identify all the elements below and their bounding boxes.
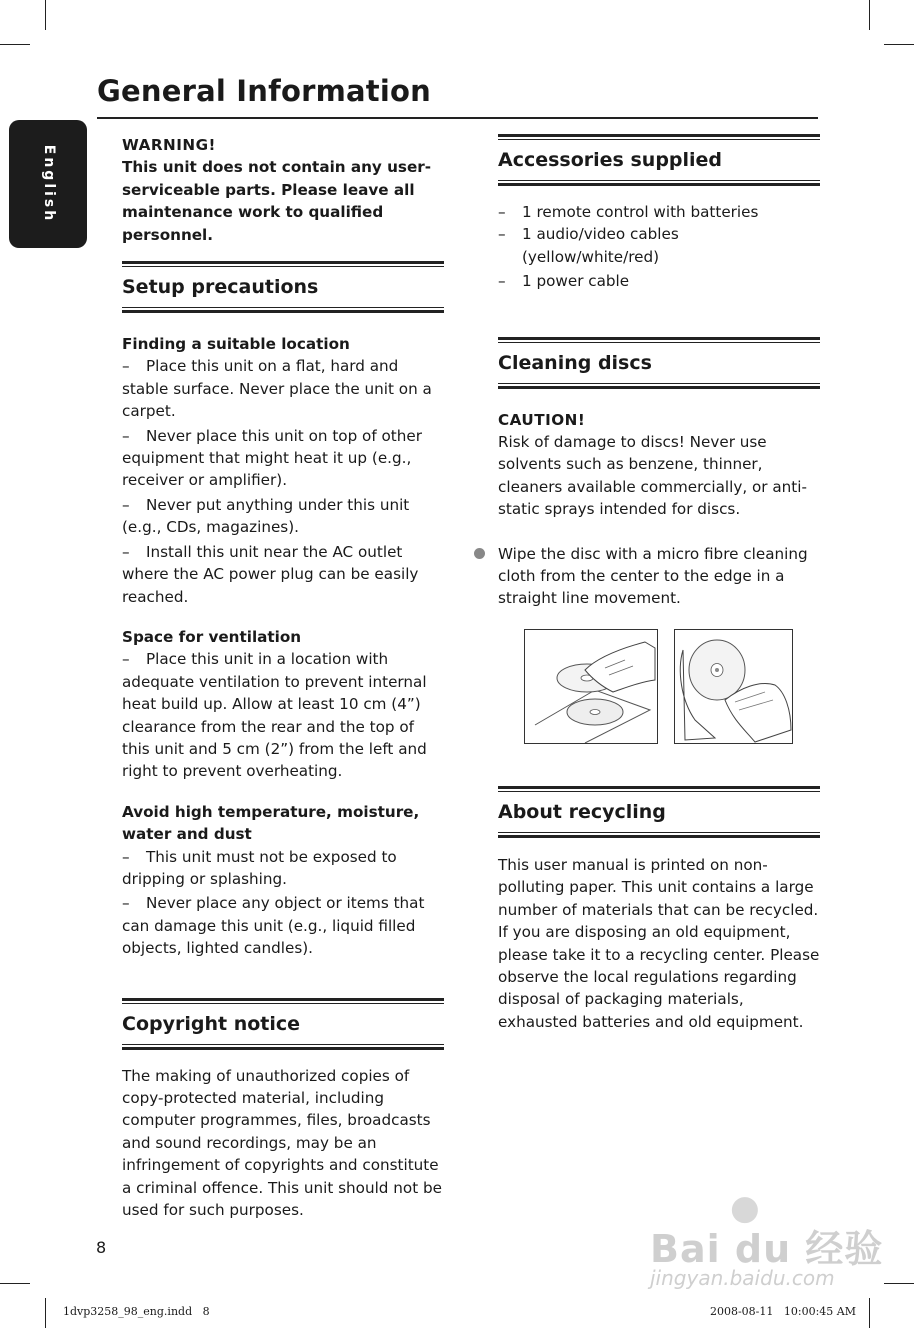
recycling-section-header [498, 786, 820, 838]
language-tab [9, 120, 87, 248]
crop-mark [869, 1298, 870, 1328]
temperature-block [122, 801, 444, 960]
location-item: – Never place this unit on top of other equipment that might heat it up (e.g., receiver or amplifier). [122, 426, 422, 490]
disc-hand-illustration [674, 629, 793, 744]
warning-heading: WARNING! [122, 136, 216, 154]
section-rule [498, 180, 820, 186]
section-rule [122, 1044, 444, 1050]
location-item: – Place this unit on a flat, hard and stable surface. Never place the unit on a carpet. [122, 357, 432, 421]
caution-heading: CAUTION! [498, 410, 586, 429]
watermark-brand: ● Bai du 经验 [650, 1188, 884, 1271]
section-rule [498, 832, 820, 838]
location-item: – Install this unit near the AC outlet where the AC power plug can be easily reached. [122, 542, 419, 606]
accessory-item: – 1 remote control with batteries [498, 203, 759, 221]
temperature-item: – This unit must not be exposed to dripping or splashing. [122, 847, 397, 888]
crop-mark [0, 44, 30, 45]
warning-block [122, 134, 444, 246]
setup-section-header [122, 261, 444, 313]
caution-text: Risk of damage to discs! Never use solvents such as benzene, thinner, cleaners available commercially, or anti-static sprays intended for discs. [498, 433, 807, 519]
disc-wipe-illustration [524, 629, 658, 744]
ventilation-block [122, 626, 444, 783]
cleaning-bullet [498, 543, 820, 610]
accessories-section-header [498, 134, 820, 186]
language-tab-label: English [41, 144, 57, 224]
bullet-dot-icon [474, 548, 485, 559]
caution-block [498, 409, 820, 521]
footer-file-info: 1dvp3258_98_eng.indd 8 [63, 1305, 210, 1318]
location-block [122, 333, 444, 608]
disc-wipe-icon [525, 630, 657, 743]
copyright-section-header [122, 998, 444, 1050]
crop-mark [45, 0, 46, 30]
page-number: 8 [96, 1238, 107, 1257]
left-column [122, 134, 444, 1221]
ventilation-item: – Place this unit in a location with adequate ventilation to prevent internal heat build up. Allow at least 10 cm (4”) clearance from the rear and the top of this unit and 5 cm (2”) from the left and right to prevent overheating. [122, 650, 427, 781]
recycling-text: This user manual is printed on non-polluting paper. This unit contains a large number of materials that can be recycled. If you are disposing an old equipment, please take it to a recycling center. Please observe the local regulations regarding disposal of packaging materials, exhausted batteries and old equipment. [498, 856, 820, 1031]
cleaning-section-header [498, 337, 820, 389]
section-rule [498, 383, 820, 389]
setup-section-title: Setup precautions [122, 276, 319, 299]
watermark-url: jingyan.baidu.com [650, 1266, 835, 1290]
right-column [498, 134, 820, 610]
accessory-item: – 1 power cable [498, 272, 630, 291]
copyright-text: The making of unauthorized copies of copy-protected material, including computer programmes, files, broadcasts and sound recordings, may be an infringement of copyrights and constitute a criminal offence. This unit should not be used for such purposes. [122, 1066, 442, 1220]
location-heading: Finding a suitable location [122, 335, 350, 354]
disc-hand-icon [675, 630, 792, 743]
cleaning-section-title: Cleaning discs [498, 351, 652, 374]
cleaning-bullet-text: Wipe the disc with a micro fibre cleaning cloth from the center to the edge in a straight line movement. [498, 544, 808, 608]
crop-mark [0, 1283, 30, 1284]
location-item: – Never put anything under this unit (e.g., CDs, magazines). [122, 495, 410, 537]
crop-mark [869, 0, 870, 30]
temperature-item: – Never place any object or items that can damage this unit (e.g., liquid filled objects, lighted candles). [122, 894, 425, 958]
accessories-list [498, 201, 820, 293]
ventilation-heading: Space for ventilation [122, 627, 302, 646]
accessories-section-title: Accessories supplied [498, 149, 723, 171]
copyright-section-title: Copyright notice [122, 1012, 301, 1035]
recycling-section [498, 786, 820, 1033]
crop-mark [884, 1283, 914, 1284]
footer-timestamp: 2008-08-11 10:00:45 AM [709, 1305, 856, 1318]
warning-text: This unit does not contain any user-serviceable parts. Please leave all maintenance work to qualified personnel. [122, 158, 432, 244]
recycling-section-title: About recycling [498, 801, 666, 823]
paw-icon: ● [730, 1188, 761, 1228]
title-rule [97, 117, 818, 119]
crop-mark [45, 1298, 46, 1328]
crop-mark [884, 44, 914, 45]
page-title: General Information [97, 74, 431, 108]
accessory-item: – 1 audio/video cables (yellow/white/red) [498, 225, 679, 266]
section-rule [122, 307, 444, 313]
temperature-heading: Avoid high temperature, moisture, water and dust [122, 802, 420, 844]
